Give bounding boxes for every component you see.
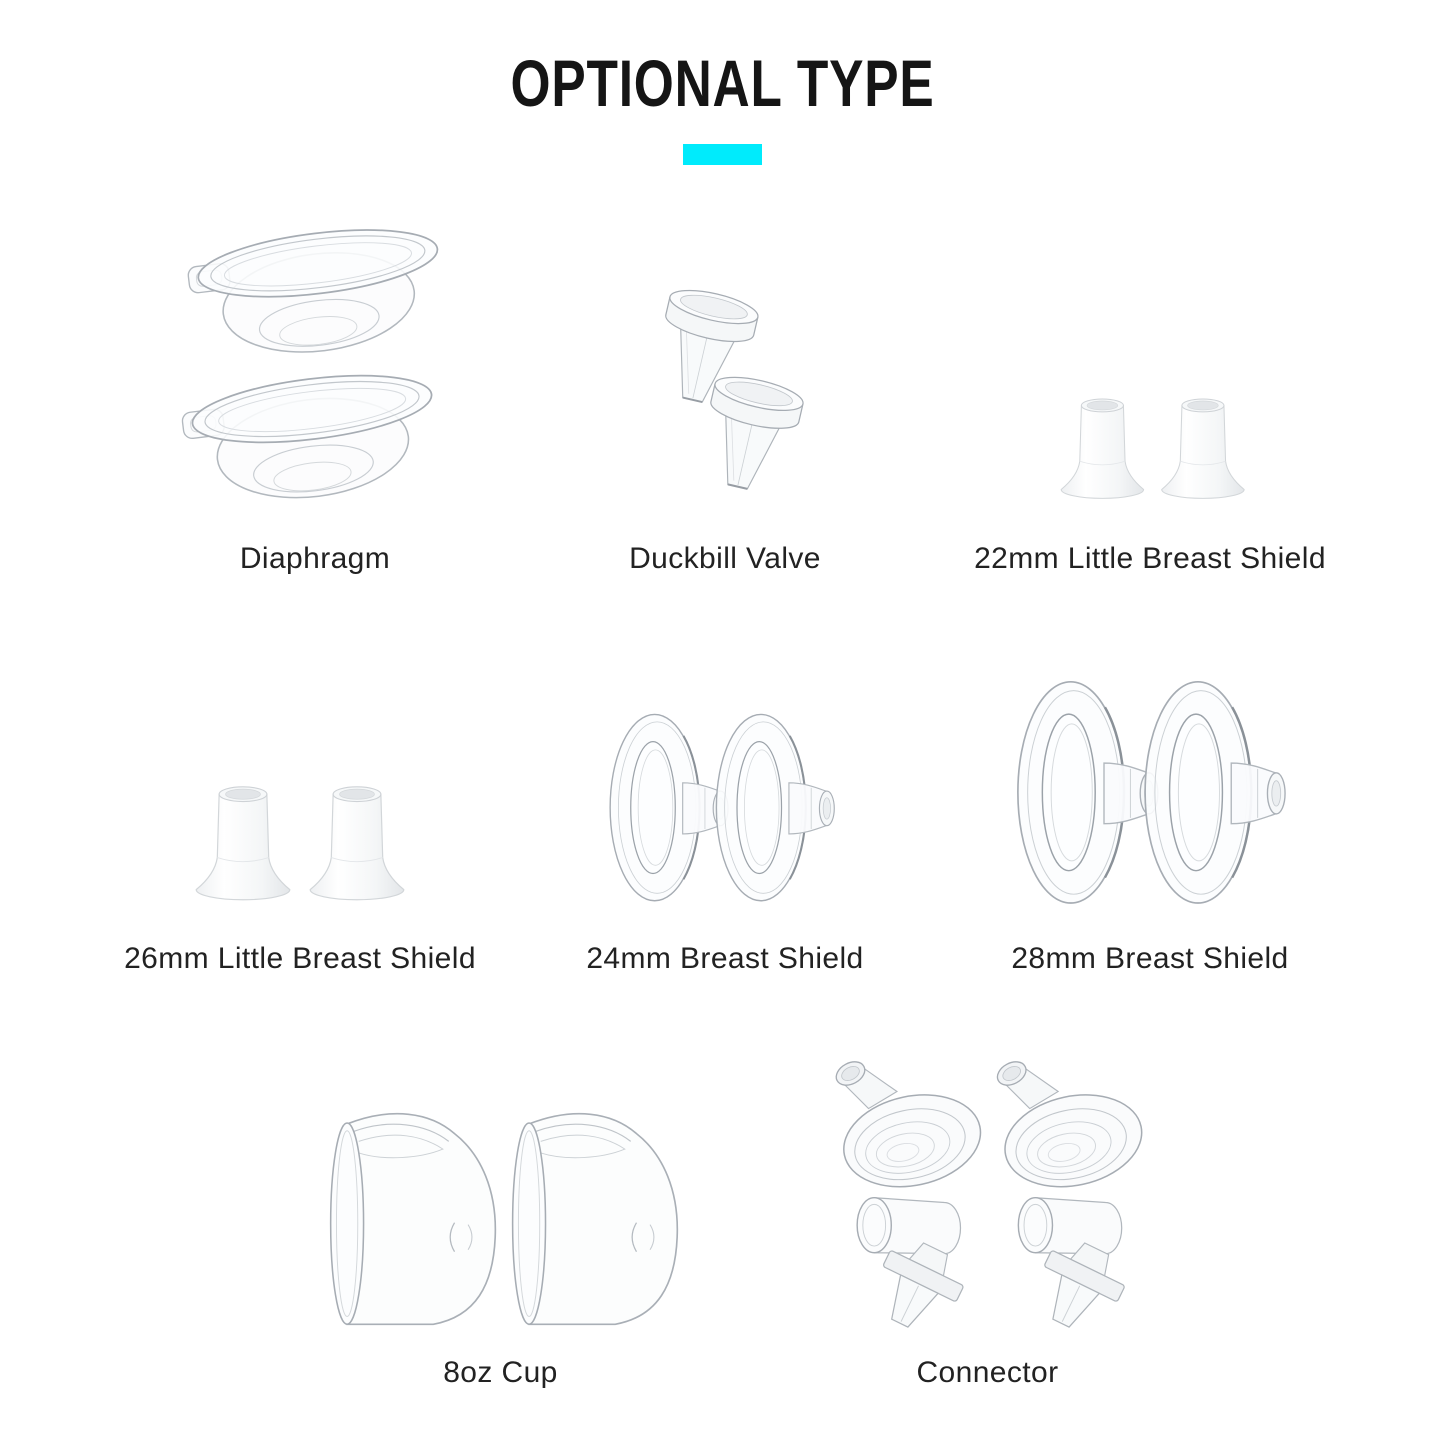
product-label-8oz-cup: 8oz Cup (443, 1356, 558, 1389)
connector-imagebox (765, 1042, 1210, 1330)
26mm-little-breast-shield-imagebox (75, 634, 525, 908)
8oz-cup-image (320, 1092, 682, 1330)
24mm-breast-shield-image (605, 705, 845, 908)
product-label-28mm-breast-shield: 28mm Breast Shield (1011, 942, 1289, 975)
duckbill-valve-image (642, 284, 809, 508)
product-card-22mm-little-breast-shield (925, 196, 1375, 577)
page-title: OPTIONAL TYPE (510, 46, 935, 120)
product-card-diaphragm (90, 196, 540, 577)
22mm-little-breast-shield-imagebox (925, 196, 1375, 508)
duckbill-valve-imagebox (530, 196, 920, 508)
8oz-cup-imagebox (278, 1042, 723, 1330)
header (0, 0, 1445, 165)
26mm-little-breast-shield-image (186, 767, 414, 908)
product-card-duckbill-valve (530, 196, 920, 577)
product-card-8oz-cup (278, 1042, 723, 1391)
diaphragm-image (181, 215, 449, 508)
product-label-26mm-little-breast-shield: 26mm Little Breast Shield (124, 942, 476, 975)
product-label-duckbill-valve: Duckbill Valve (629, 542, 821, 575)
connector-image (823, 1046, 1153, 1330)
24mm-breast-shield-imagebox (530, 634, 920, 908)
product-label-connector: Connector (916, 1356, 1059, 1389)
product-card-26mm-little-breast-shield (75, 634, 525, 977)
22mm-little-breast-shield-image (1048, 372, 1253, 508)
product-label-24mm-breast-shield: 24mm Breast Shield (586, 942, 864, 975)
product-card-connector (765, 1042, 1210, 1391)
28mm-breast-shield-imagebox (925, 634, 1375, 908)
diaphragm-imagebox (90, 196, 540, 508)
product-label-diaphragm: Diaphragm (239, 542, 391, 575)
product-card-24mm-breast-shield (530, 634, 920, 977)
product-label-22mm-little-breast-shield: 22mm Little Breast Shield (974, 542, 1326, 575)
28mm-breast-shield-image (1012, 673, 1288, 908)
title-accent-bar (683, 144, 762, 165)
product-card-28mm-breast-shield (925, 634, 1375, 977)
